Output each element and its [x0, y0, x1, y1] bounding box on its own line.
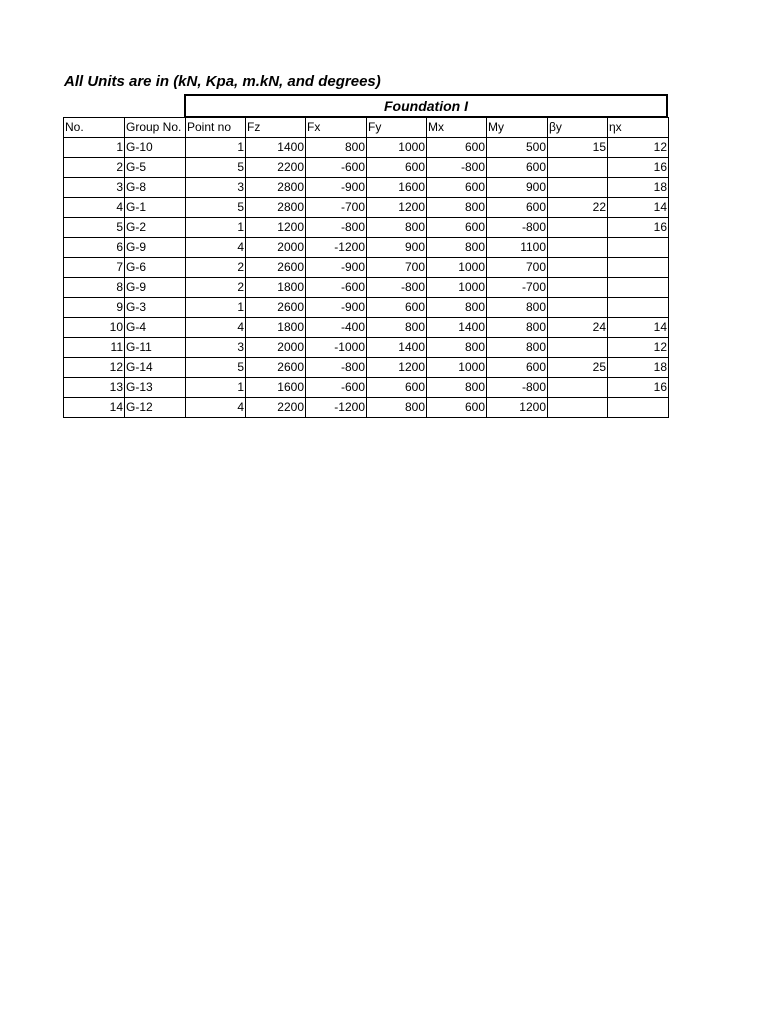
table-row [64, 398, 669, 418]
cell-mx: 800 [427, 338, 487, 358]
foundation-header [184, 94, 668, 118]
cell-beta-y [548, 218, 608, 238]
cell-no: 3 [64, 178, 125, 198]
cell-eta-x: 14 [608, 318, 669, 338]
cell-fy: 800 [367, 318, 427, 338]
cell-beta-y: 25 [548, 358, 608, 378]
column-header-beta-y: βy [548, 118, 608, 138]
column-header-fz: Fz [246, 118, 306, 138]
cell-my: -800 [487, 218, 548, 238]
column-header-no: No. [64, 118, 125, 138]
column-header-my: My [487, 118, 548, 138]
cell-eta-x: 18 [608, 358, 669, 378]
cell-mx: 600 [427, 218, 487, 238]
cell-mx: 1400 [427, 318, 487, 338]
cell-fx: -900 [306, 298, 367, 318]
cell-fy: 1200 [367, 358, 427, 378]
cell-eta-x: 12 [608, 338, 669, 358]
cell-beta-y [548, 338, 608, 358]
cell-fx: 800 [306, 138, 367, 158]
cell-point-no: 4 [186, 398, 246, 418]
cell-point-no: 4 [186, 238, 246, 258]
cell-mx: 600 [427, 138, 487, 158]
cell-fx: -600 [306, 378, 367, 398]
cell-eta-x: 16 [608, 158, 669, 178]
cell-fx: -700 [306, 198, 367, 218]
cell-group-no: G-12 [125, 398, 186, 418]
cell-my: 600 [487, 358, 548, 378]
cell-beta-y [548, 178, 608, 198]
cell-fx: -800 [306, 358, 367, 378]
cell-beta-y: 22 [548, 198, 608, 218]
cell-no: 1 [64, 138, 125, 158]
table-row [64, 298, 669, 318]
cell-fz: 1400 [246, 138, 306, 158]
cell-fy: 900 [367, 238, 427, 258]
cell-beta-y [548, 278, 608, 298]
cell-beta-y [548, 378, 608, 398]
cell-eta-x [608, 238, 669, 258]
cell-point-no: 2 [186, 258, 246, 278]
cell-my: 900 [487, 178, 548, 198]
cell-beta-y [548, 238, 608, 258]
cell-point-no: 1 [186, 298, 246, 318]
cell-point-no: 2 [186, 278, 246, 298]
cell-my: 600 [487, 158, 548, 178]
cell-fx: -900 [306, 258, 367, 278]
cell-fx: -1200 [306, 238, 367, 258]
cell-point-no: 1 [186, 138, 246, 158]
cell-fz: 1800 [246, 278, 306, 298]
cell-my: 800 [487, 338, 548, 358]
cell-fx: -1200 [306, 398, 367, 418]
cell-mx: 800 [427, 378, 487, 398]
cell-no: 2 [64, 158, 125, 178]
column-header-fy: Fy [367, 118, 427, 138]
cell-my: 700 [487, 258, 548, 278]
cell-fz: 2600 [246, 358, 306, 378]
column-header-fx: Fx [306, 118, 367, 138]
cell-mx: 1000 [427, 258, 487, 278]
cell-no: 9 [64, 298, 125, 318]
cell-mx: 600 [427, 398, 487, 418]
cell-eta-x: 16 [608, 218, 669, 238]
cell-group-no: G-13 [125, 378, 186, 398]
cell-fz: 2200 [246, 398, 306, 418]
cell-fz: 2000 [246, 338, 306, 358]
foundation-table [63, 117, 669, 418]
cell-fz: 2200 [246, 158, 306, 178]
cell-point-no: 4 [186, 318, 246, 338]
column-header-point-no: Point no [186, 118, 246, 138]
table-row [64, 358, 669, 378]
cell-no: 14 [64, 398, 125, 418]
cell-my: -800 [487, 378, 548, 398]
table-row [64, 138, 669, 158]
cell-eta-x: 12 [608, 138, 669, 158]
cell-point-no: 1 [186, 218, 246, 238]
table-row [64, 318, 669, 338]
cell-my: 800 [487, 298, 548, 318]
cell-fy: 800 [367, 398, 427, 418]
cell-group-no: G-5 [125, 158, 186, 178]
cell-fz: 2600 [246, 298, 306, 318]
table-row [64, 278, 669, 298]
cell-beta-y: 15 [548, 138, 608, 158]
cell-fx: -900 [306, 178, 367, 198]
foundation-title: Foundation I [384, 98, 468, 114]
column-header-eta-x: ηx [608, 118, 669, 138]
cell-point-no: 5 [186, 158, 246, 178]
cell-fy: -800 [367, 278, 427, 298]
column-header-group-no: Group No. [125, 118, 186, 138]
cell-fz: 1800 [246, 318, 306, 338]
cell-eta-x [608, 298, 669, 318]
cell-fy: 700 [367, 258, 427, 278]
cell-fy: 1400 [367, 338, 427, 358]
cell-group-no: G-14 [125, 358, 186, 378]
cell-group-no: G-9 [125, 238, 186, 258]
column-header-mx: Mx [427, 118, 487, 138]
cell-fy: 1200 [367, 198, 427, 218]
cell-mx: 800 [427, 298, 487, 318]
cell-mx: -800 [427, 158, 487, 178]
cell-group-no: G-11 [125, 338, 186, 358]
cell-fy: 600 [367, 158, 427, 178]
cell-no: 13 [64, 378, 125, 398]
cell-point-no: 5 [186, 198, 246, 218]
cell-fx: -400 [306, 318, 367, 338]
cell-eta-x: 14 [608, 198, 669, 218]
cell-group-no: G-10 [125, 138, 186, 158]
table-body [64, 118, 669, 418]
cell-fx: -1000 [306, 338, 367, 358]
table-row [64, 338, 669, 358]
cell-eta-x [608, 258, 669, 278]
cell-no: 10 [64, 318, 125, 338]
cell-group-no: G-4 [125, 318, 186, 338]
cell-point-no: 1 [186, 378, 246, 398]
cell-no: 6 [64, 238, 125, 258]
cell-fy: 1000 [367, 138, 427, 158]
cell-point-no: 3 [186, 178, 246, 198]
table-row [64, 158, 669, 178]
cell-fz: 1600 [246, 378, 306, 398]
cell-my: 600 [487, 198, 548, 218]
cell-group-no: G-2 [125, 218, 186, 238]
cell-beta-y [548, 398, 608, 418]
cell-fy: 800 [367, 218, 427, 238]
cell-my: 500 [487, 138, 548, 158]
table-row [64, 178, 669, 198]
cell-group-no: G-1 [125, 198, 186, 218]
cell-beta-y [548, 258, 608, 278]
cell-mx: 800 [427, 238, 487, 258]
cell-my: 1200 [487, 398, 548, 418]
cell-fz: 1200 [246, 218, 306, 238]
cell-fz: 2800 [246, 198, 306, 218]
cell-fy: 600 [367, 298, 427, 318]
cell-fy: 600 [367, 378, 427, 398]
cell-mx: 600 [427, 178, 487, 198]
cell-beta-y [548, 158, 608, 178]
cell-fz: 2800 [246, 178, 306, 198]
cell-no: 7 [64, 258, 125, 278]
cell-fy: 1600 [367, 178, 427, 198]
units-heading: All Units are in (kN, Kpa, m.kN, and degrees) [64, 73, 381, 90]
cell-beta-y [548, 298, 608, 318]
cell-eta-x: 18 [608, 178, 669, 198]
cell-my: 800 [487, 318, 548, 338]
cell-fz: 2600 [246, 258, 306, 278]
cell-no: 5 [64, 218, 125, 238]
table-row [64, 378, 669, 398]
header-row [64, 118, 669, 138]
cell-no: 8 [64, 278, 125, 298]
cell-mx: 1000 [427, 358, 487, 378]
cell-fx: -800 [306, 218, 367, 238]
cell-fx: -600 [306, 278, 367, 298]
cell-my: 1100 [487, 238, 548, 258]
table-row [64, 258, 669, 278]
cell-fx: -600 [306, 158, 367, 178]
cell-no: 11 [64, 338, 125, 358]
table-row [64, 218, 669, 238]
cell-fz: 2000 [246, 238, 306, 258]
cell-group-no: G-6 [125, 258, 186, 278]
table-row [64, 238, 669, 258]
cell-group-no: G-8 [125, 178, 186, 198]
cell-no: 12 [64, 358, 125, 378]
table-row [64, 198, 669, 218]
cell-eta-x [608, 398, 669, 418]
cell-point-no: 5 [186, 358, 246, 378]
cell-eta-x [608, 278, 669, 298]
cell-group-no: G-3 [125, 298, 186, 318]
cell-beta-y: 24 [548, 318, 608, 338]
cell-mx: 1000 [427, 278, 487, 298]
cell-point-no: 3 [186, 338, 246, 358]
cell-my: -700 [487, 278, 548, 298]
cell-no: 4 [64, 198, 125, 218]
cell-mx: 800 [427, 198, 487, 218]
cell-group-no: G-9 [125, 278, 186, 298]
cell-eta-x: 16 [608, 378, 669, 398]
